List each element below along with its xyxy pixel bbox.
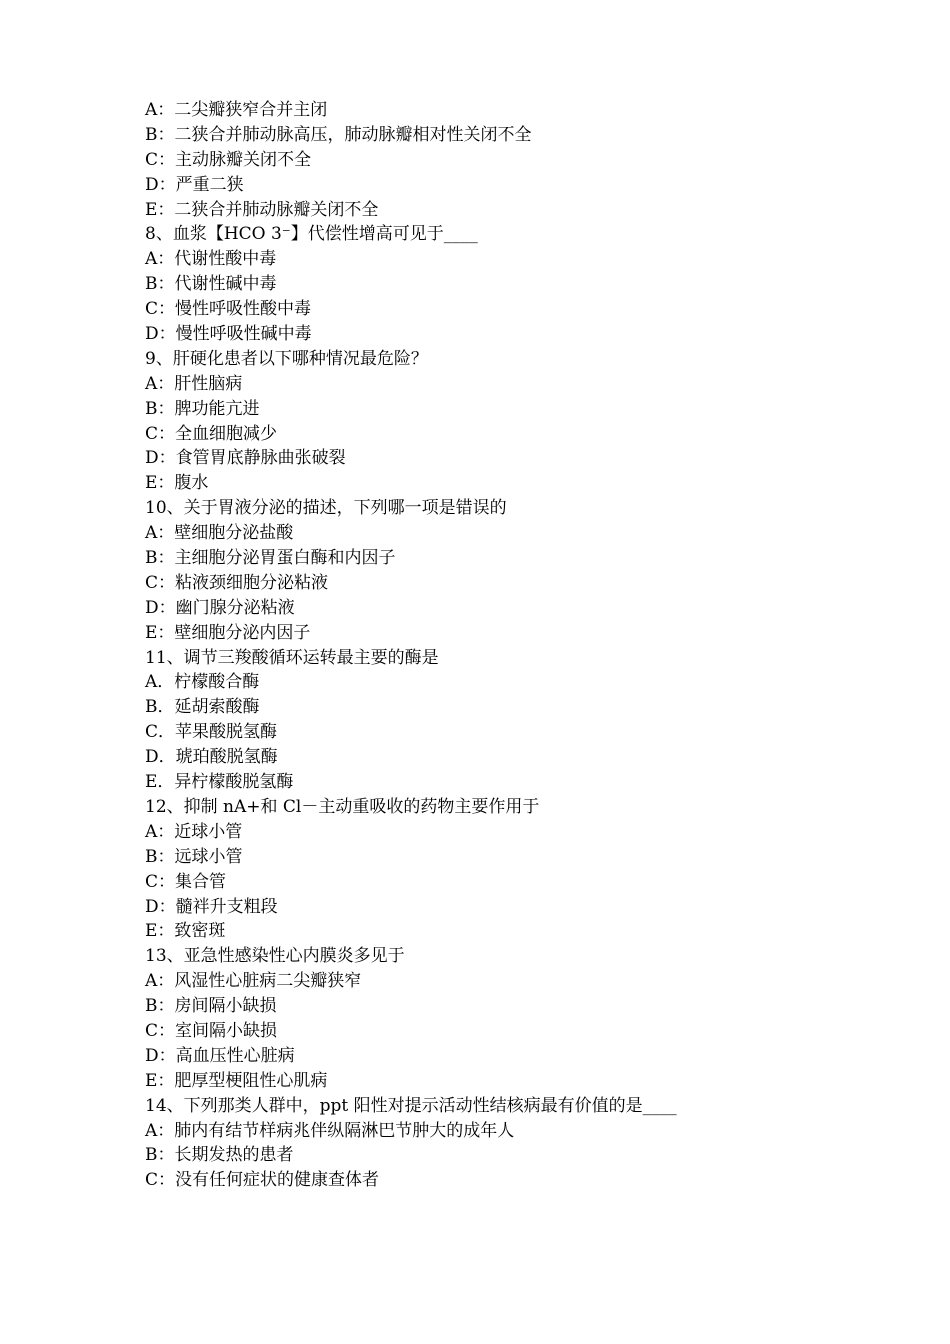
question-line: 9、肝硬化患者以下哪种情况最危险？ bbox=[145, 348, 428, 369]
text-line: A：二尖瓣狭窄合并主闭 bbox=[145, 100, 328, 120]
text-line: A：风湿性心脏病二尖瓣狭窄 bbox=[145, 971, 362, 992]
text-line: A：肺内有结节样病兆伴纵隔淋巴节肿大的成年人 bbox=[145, 1120, 515, 1141]
question-line: 10、关于胃液分泌的描述，下列哪一项是错误的 bbox=[145, 498, 507, 519]
text-line: B：主细胞分泌胃蛋白酶和内因子 bbox=[145, 548, 396, 569]
text-line: A：近球小管 bbox=[145, 821, 243, 842]
text-line: E．异柠檬酸脱氢酶 bbox=[145, 772, 294, 793]
text-line: D．琥珀酸脱氢酶 bbox=[145, 747, 278, 768]
text-line: C：慢性呼吸性酸中毒 bbox=[145, 299, 312, 320]
question-line: 11、调节三羧酸循环运转最主要的酶是 bbox=[145, 647, 439, 668]
text-line: B：代谢性碱中毒 bbox=[145, 274, 277, 295]
text-line: B．延胡索酸酶 bbox=[145, 697, 260, 718]
question-line: 12、抑制 nA+和 Cl－主动重吸收的药物主要作用于 bbox=[145, 796, 540, 817]
text-line: E：壁细胞分泌内因子 bbox=[145, 622, 311, 643]
text-line: B：远球小管 bbox=[145, 846, 243, 867]
question-line: 14、下列那类人群中，ppt 阳性对提示活动性结核病最有价值的是____ bbox=[145, 1095, 677, 1116]
text-line: E：肥厚型梗阻性心肌病 bbox=[145, 1070, 328, 1091]
text-line: D：严重二狭 bbox=[145, 174, 244, 195]
text-line: C：室间隔小缺损 bbox=[145, 1020, 278, 1041]
text-line: A：代谢性酸中毒 bbox=[145, 249, 277, 270]
text-line: A：壁细胞分泌盐酸 bbox=[145, 523, 294, 544]
text-line: A．柠檬酸合酶 bbox=[145, 672, 260, 693]
text-line: C：集合管 bbox=[145, 871, 227, 892]
text-line: C：没有任何症状的健康查体者 bbox=[145, 1170, 380, 1191]
text-line: E：腹水 bbox=[145, 473, 209, 494]
text-line: A：肝性脑病 bbox=[145, 373, 243, 394]
text-line: B：脾功能亢进 bbox=[145, 398, 260, 419]
text-line: D：高血压性心脏病 bbox=[145, 1045, 295, 1066]
text-line: E：二狭合并肺动脉瓣关闭不全 bbox=[145, 199, 379, 220]
text-line: D：慢性呼吸性碱中毒 bbox=[145, 324, 312, 345]
text-line: D：食管胃底静脉曲张破裂 bbox=[145, 448, 346, 469]
text-line: B：房间隔小缺损 bbox=[145, 996, 277, 1017]
text-line: C．苹果酸脱氢酶 bbox=[145, 722, 278, 743]
text-line: C：主动脉瓣关闭不全 bbox=[145, 149, 312, 170]
text-line: C：全血细胞减少 bbox=[145, 423, 278, 444]
text-line: B：二狭合并肺动脉高压，肺动脉瓣相对性关闭不全 bbox=[145, 124, 532, 145]
question-line: 13、亚急性感染性心内膜炎多见于 bbox=[145, 946, 405, 967]
text-line: D：幽门腺分泌粘液 bbox=[145, 597, 295, 618]
text-line: E：致密斑 bbox=[145, 921, 226, 942]
text-line: D：髓袢升支粗段 bbox=[145, 896, 278, 917]
text-line: B：长期发热的患者 bbox=[145, 1145, 294, 1166]
document-page bbox=[145, 98, 865, 1193]
question-line: 8、血浆【HCO 3⁻】代偿性增高可见于____ bbox=[145, 224, 478, 245]
text-line: C：粘液颈细胞分泌粘液 bbox=[145, 572, 329, 593]
